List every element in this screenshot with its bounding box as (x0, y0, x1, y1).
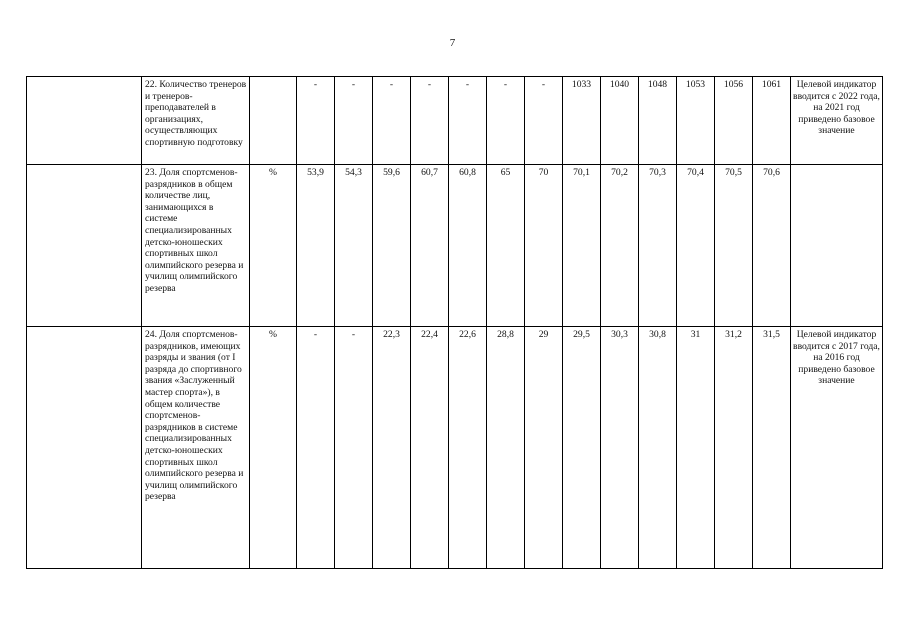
value-cell: 70,4 (677, 165, 715, 327)
note-cell: Целевой индикатор вводится с 2017 года, на 2016 год приведено базовое значение (791, 327, 883, 569)
value-cell: 31,5 (753, 327, 791, 569)
value-cell: 30,3 (601, 327, 639, 569)
value-cell: 31 (677, 327, 715, 569)
value-cell: 70,2 (601, 165, 639, 327)
value-cell: - (449, 77, 487, 165)
value-cell: 1053 (677, 77, 715, 165)
value-cell: - (373, 77, 411, 165)
value-cell: 29 (525, 327, 563, 569)
value-cell: 28,8 (487, 327, 525, 569)
value-cell: - (297, 77, 335, 165)
value-cell: - (335, 77, 373, 165)
unit-cell: % (250, 165, 297, 327)
blank-cell (27, 165, 142, 327)
value-cell: 59,6 (373, 165, 411, 327)
value-cell: - (335, 327, 373, 569)
value-cell: 54,3 (335, 165, 373, 327)
value-cell: 1056 (715, 77, 753, 165)
value-cell: 70,1 (563, 165, 601, 327)
value-cell: 70,5 (715, 165, 753, 327)
value-cell: 30,8 (639, 327, 677, 569)
unit-cell: % (250, 327, 297, 569)
table-row (27, 165, 883, 327)
value-cell: 70 (525, 165, 563, 327)
value-cell: 1061 (753, 77, 791, 165)
value-cell: 22,3 (373, 327, 411, 569)
value-cell: 31,2 (715, 327, 753, 569)
value-cell: 70,6 (753, 165, 791, 327)
blank-cell (27, 77, 142, 165)
value-cell: 60,8 (449, 165, 487, 327)
indicator-name: 22. Количество тренеров и тренеров-преподавателей в организациях, осуществляющих спортивную подготовку (142, 77, 250, 165)
value-cell: - (297, 327, 335, 569)
indicator-name: 24. Доля спортсменов-разрядников, имеющих разряды и звания (от I разряда до спортивного звания «Заслуженный мастер спорта»), в общем количестве спортсменов-разрядников в системе специализированных детско-юношеских спортивных школ олимпийского резерва и училищ олимпийского резерва (142, 327, 250, 569)
value-cell: - (411, 77, 449, 165)
value-cell: - (525, 77, 563, 165)
value-cell: - (487, 77, 525, 165)
value-cell: 1040 (601, 77, 639, 165)
value-cell: 1033 (563, 77, 601, 165)
value-cell: 60,7 (411, 165, 449, 327)
table-row (27, 327, 883, 569)
table-row (27, 77, 883, 165)
value-cell: 53,9 (297, 165, 335, 327)
value-cell: 22,6 (449, 327, 487, 569)
note-cell: Целевой индикатор вводится с 2022 года, на 2021 год приведено базовое значение (791, 77, 883, 165)
value-cell: 29,5 (563, 327, 601, 569)
page-number: 7 (449, 37, 456, 49)
blank-cell (27, 327, 142, 569)
unit-cell (250, 77, 297, 165)
value-cell: 22,4 (411, 327, 449, 569)
indicators-table (26, 76, 883, 569)
value-cell: 65 (487, 165, 525, 327)
value-cell: 1048 (639, 77, 677, 165)
indicator-name: 23. Доля спортсменов-разрядников в общем количестве лиц, занимающихся в системе специализированных детско-юношеских спортивных школ олимпийского резерва и училищ олимпийского резерва (142, 165, 250, 327)
note-cell (791, 165, 883, 327)
value-cell: 70,3 (639, 165, 677, 327)
